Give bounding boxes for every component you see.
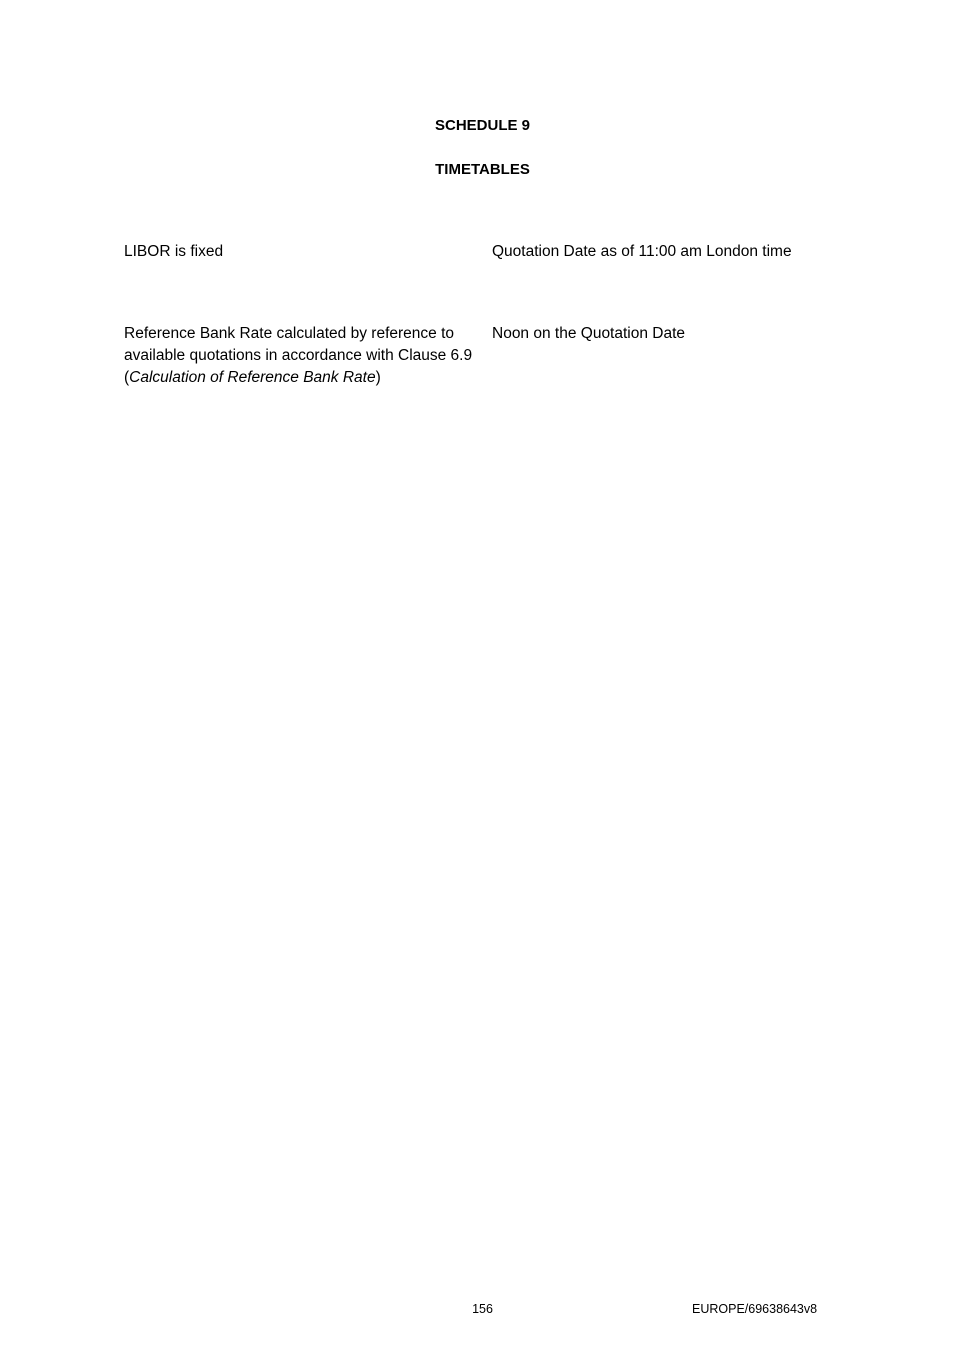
schedule-title: SCHEDULE 9 [434, 117, 531, 134]
event-text-prefix: Reference Bank Rate calculated by reference to available quotations in accordance with Clause 6.9 ( [124, 325, 473, 386]
schedule-subtitle: TIMETABLES [435, 161, 530, 178]
timetable-time: Quotation Date as of 11:00 am London time [492, 243, 792, 260]
clause-title-italic: Calculation of Reference Bank Rate [129, 369, 376, 386]
timetable-event [124, 323, 474, 389]
timetable-event: LIBOR is fixed [124, 243, 224, 260]
document-reference: EUROPE/69638643v8 [692, 1302, 818, 1316]
page-number: 156 [472, 1302, 493, 1316]
event-text-suffix: ) [375, 369, 381, 386]
timetable-time: Noon on the Quotation Date [492, 325, 686, 342]
